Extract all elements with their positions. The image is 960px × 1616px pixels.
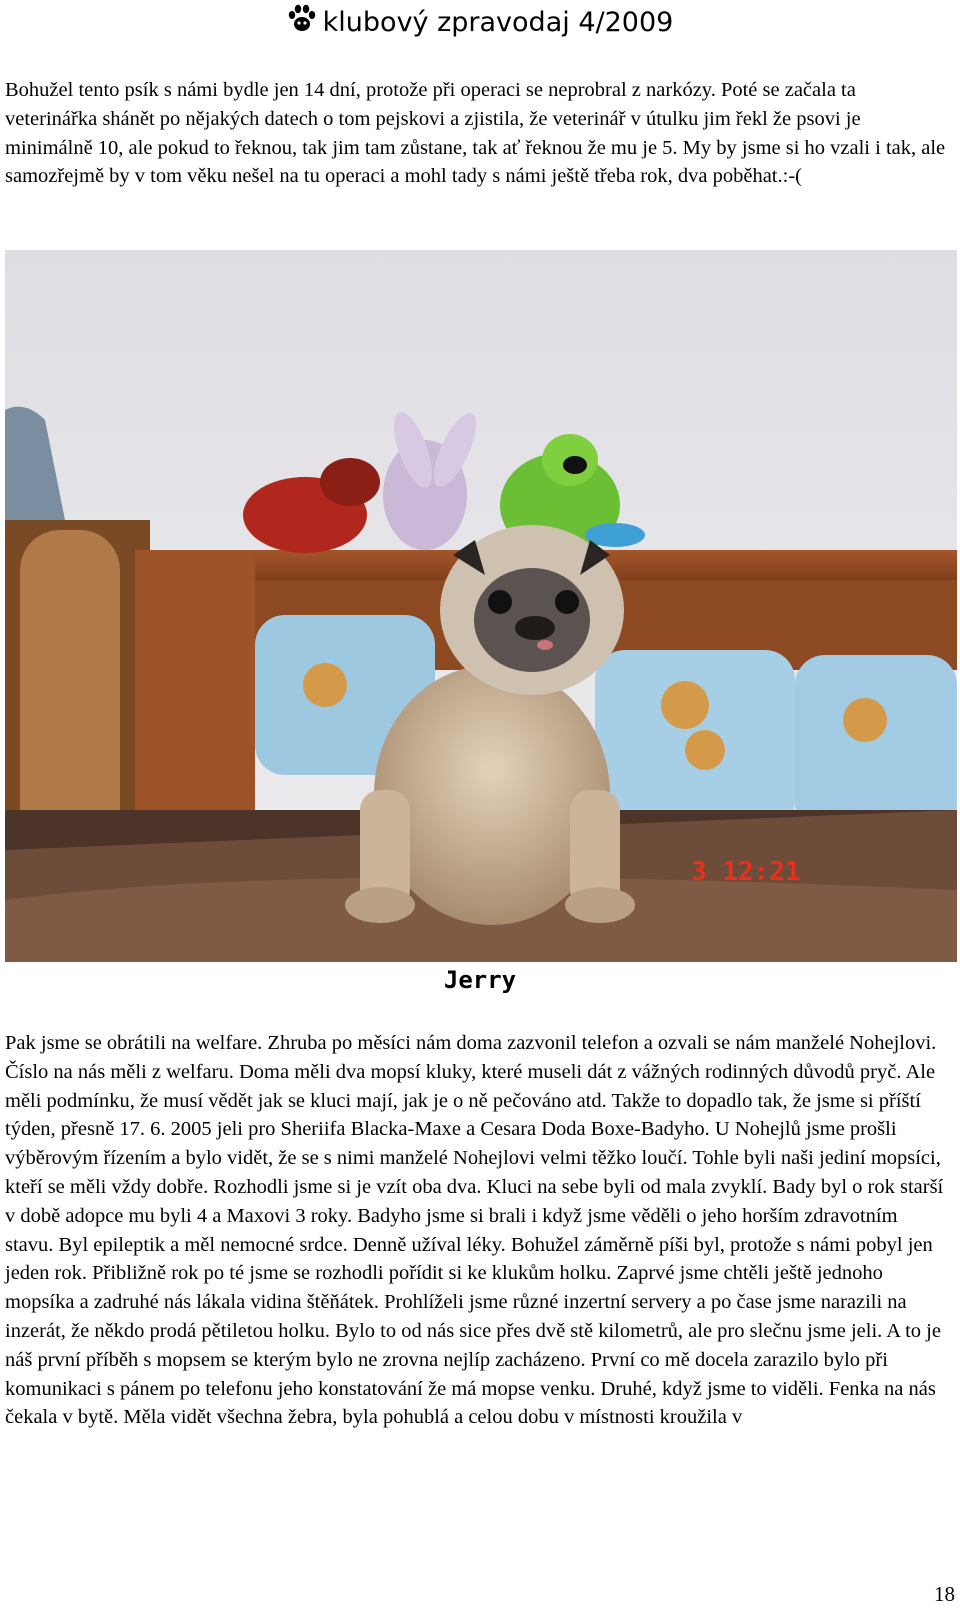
intro-paragraph: Bohužel tento psík s námi bydle jen 14 dní, protože při operaci se neprobral z narkózy. Poté se začala ta veterinářka shánět po nějakých datech o tom pejskovi a zjistila, že veterinář v útulku jim řekl že psovi je minimálně 10, ale pokud to řeknou, tak jim tam zůstane, tak ať řeknou že mu je 5. My by jsme si ho vzali i tak, ale samozřejmě by v tom věku nešel na tu operaci a mohl tady s námi ještě třeba rok, dva poběhat.:-( xyxy=(5,79,946,188)
newsletter-title: klubový zpravodaj 4/2009 xyxy=(322,7,674,38)
page-header xyxy=(0,4,960,41)
photo-caption: Jerry xyxy=(443,966,517,994)
story-paragraph: Pak jsme se obrátili na welfare. Zhruba po měsíci nám doma zazvonil telefon a ozvali se nám manželé Nohejlovi. Číslo na nás měli z welfaru. Doma měli dva mopsí kluky, které museli dát z vážných rodinných důvodů pryč. Ale měli podmínku, že musí vědět jak se kluci mají, jak je o ně pečováno atd. Takže to dopadlo tak, že jsme si příští týden, přesně 17. 6. 2005 jeli pro Sheriifa Blacka-Maxe a Cesara Doda Boxe-Badyho. U Nohejlů jsme prošli výběrovým řízením a bylo vidět, že se s nimi manželé Nohejlovi velmi těžko loučí. Tohle byli naši jediní mopsíci, kteří se měli vždy dobře. Rozhodli jsme si je vzít oba dva. Kluci na sebe byli od mala zvyklí. Bady byl o rok starší v době adopce mu byli 4 a Maxovi 3 roky. Badyho jsme si brali i když jsme věděli o jeho horším zdravotním stavu. Byl epileptik a měl nemocné srdce. Denně užíval léky. Bohužel záměrně píši byl, protože s námi pobyl jen jeden rok. Přibližně rok po té jsme se rozhodli pořídit si ke klukům holku. Zaprvé jsme chtěli ještě jednoho mopsíka a zadruhé nás lákala vidina štěňátek. Prohlíželi jsme různé inzertní servery a po čase jsme narazili na inzerát, že někdo prodá pětiletou holku. Bylo to od nás sice přes dvě stě kilometrů, ale pro slečnu jsme jeli. A to je náš první příběh s mopsem se kterým bylo ne zrovna nejlíp zacházeno. První co mě docela zarazilo bylo při komunikaci s pánem po telefonu jeho konstatování že má mopse venku. Druhé, když jsme to viděli. Fenka na nás čekala v bytě. Měla vidět všechna žebra, byla pohublá a celou dobu v místnosti kroužila v xyxy=(5,1032,944,1429)
paw-print-icon xyxy=(287,4,317,41)
page-number: 18 xyxy=(934,1582,955,1606)
pug-photo xyxy=(5,250,957,962)
photo-date-stamp: 3 12:21 xyxy=(691,857,801,887)
